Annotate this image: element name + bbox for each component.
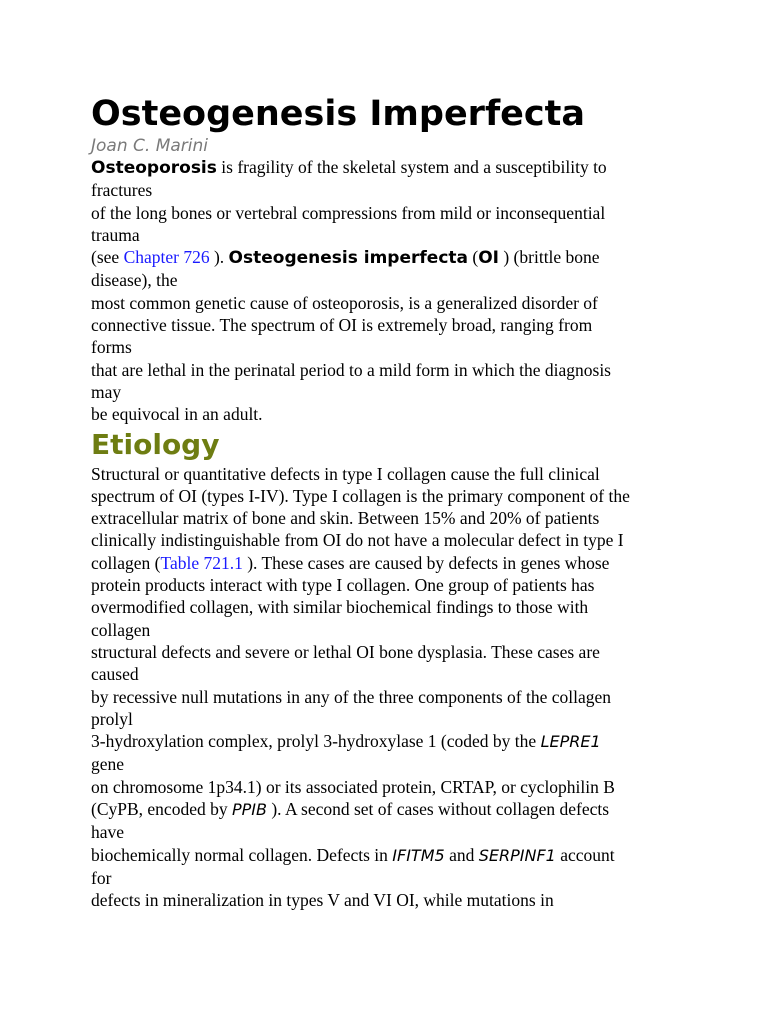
text-run: (see: [91, 247, 124, 268]
text-line: that are lethal in the perinatal period to a mild form in which the diagnosis: [91, 359, 611, 380]
text-run: account: [555, 844, 615, 865]
text-line: overmodified collagen, with similar biochemical findings to those with: [91, 597, 589, 618]
author: Joan C. Marini: [91, 136, 208, 156]
gene-ifitm5: IFITM5: [392, 845, 445, 865]
page-title: Osteogenesis Imperfecta: [91, 94, 585, 134]
text-run: 3-hydroxylation complex, prolyl 3-hydroxylase 1 (coded by the: [91, 731, 541, 752]
gene-ppib: PPIB: [231, 800, 267, 820]
term-osteogenesis-imperfecta: Osteogenesis imperfecta: [228, 248, 468, 269]
text-run: ). A second set of cases without collagen defects: [266, 799, 610, 820]
section-heading-etiology: Etiology: [91, 427, 220, 461]
text-run: ). These cases are caused by defects in genes whose: [242, 552, 610, 573]
text-line: [91, 552, 691, 574]
term-osteoporosis: Osteoporosis: [91, 158, 217, 178]
text-line: most common genetic cause of osteoporosis, is a generalized disorder of: [91, 292, 598, 313]
text-run: and: [444, 844, 479, 865]
text-line: have: [91, 822, 125, 843]
text-line: collagen: [91, 619, 151, 640]
table-721-1-link[interactable]: Table 721.1: [160, 552, 243, 573]
term-oi: OI: [478, 248, 499, 269]
text-line: may: [91, 381, 122, 402]
text-line: disease), the: [91, 270, 178, 291]
text-line: fractures: [91, 180, 153, 201]
text-line: structural defects and severe or lethal OI bone dysplasia. These cases are: [91, 641, 600, 662]
text-line: [91, 156, 691, 179]
text-line: caused: [91, 664, 139, 685]
text-line: be equivocal in an adult.: [91, 404, 263, 425]
text-line: spectrum of OI (types I-IV). Type I collagen is the primary component of the: [91, 485, 630, 506]
text-line: by recessive null mutations in any of the three components of the collagen: [91, 686, 611, 707]
text-run: biochemically normal collagen. Defects in: [91, 844, 393, 865]
text-line: of the long bones or vertebral compressions from mild or inconsequential: [91, 202, 606, 223]
text-line: [91, 246, 691, 269]
text-run: collagen (: [91, 552, 161, 573]
text-line: connective tissue. The spectrum of OI is extremely broad, ranging from: [91, 315, 593, 336]
text-line: trauma: [91, 224, 140, 245]
text-run: (: [468, 247, 479, 268]
text-line: prolyl: [91, 708, 133, 729]
text-line: for: [91, 867, 112, 888]
etiology-paragraph: [91, 463, 691, 912]
text-run: is fragility of the skeletal system and a susceptibility to: [216, 157, 607, 177]
text-line: forms: [91, 337, 132, 358]
text-line: [91, 844, 691, 867]
text-line: [91, 730, 691, 753]
text-line: [91, 798, 691, 821]
text-line: protein products interact with type I collagen. One group of patients has: [91, 575, 595, 596]
gene-serpinf1: SERPINF1: [478, 845, 556, 865]
document: [91, 92, 691, 912]
text-line: extracellular matrix of bone and skin. Between 15% and 20% of patients: [91, 508, 600, 529]
text-run: (CyPB, encoded by: [91, 799, 232, 820]
text-line: Structural or quantitative defects in type I collagen cause the full clinical: [91, 463, 600, 484]
text-line: clinically indistinguishable from OI do not have a molecular defect in type I: [91, 530, 624, 551]
gene-lepre1: LEPRE1: [540, 732, 601, 752]
text-run: ) (brittle bone: [498, 247, 600, 268]
text-line: gene: [91, 754, 125, 775]
text-line: on chromosome 1p34.1) or its associated protein, CRTAP, or cyclophilin B: [91, 776, 615, 797]
text-run: ).: [209, 247, 229, 268]
text-line: defects in mineralization in types V and VI OI, while mutations in: [91, 890, 554, 911]
intro-paragraph: [91, 156, 691, 426]
chapter-726-link[interactable]: Chapter 726: [123, 247, 210, 268]
